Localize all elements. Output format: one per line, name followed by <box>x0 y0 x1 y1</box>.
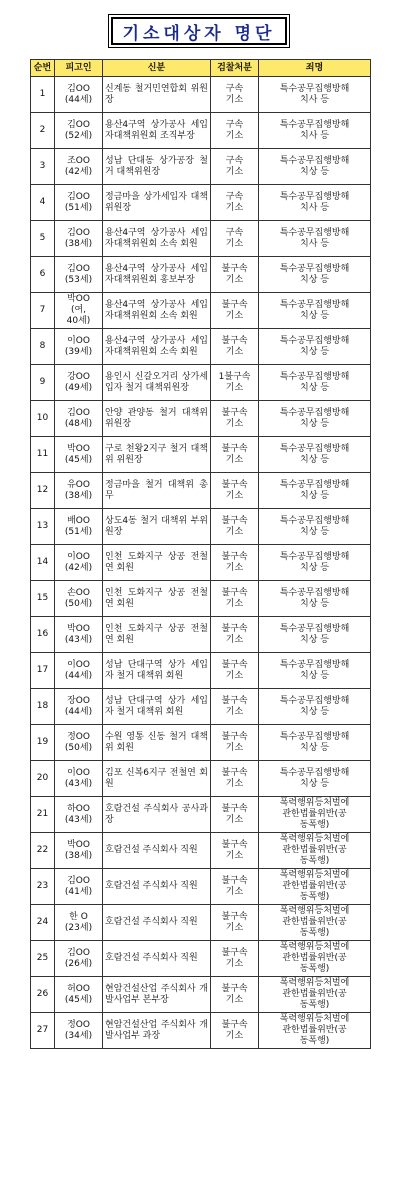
cell-disposition: 불구속 기소 <box>211 689 259 725</box>
cell-status: 호람건설 주식회사 직원 <box>103 905 211 941</box>
cell-disposition: 불구속 기소 <box>211 329 259 365</box>
cell-charge: 폭력행위등처벌에 관한법률위반(공 동폭행) <box>259 905 371 941</box>
cell-defendant: 박OO (45세) <box>55 437 103 473</box>
table-row <box>31 545 371 581</box>
cell-status: 용산4구역 상가공사 세입자대책위원회 소속 회원 <box>103 221 211 257</box>
cell-no: 26 <box>31 977 55 1013</box>
cell-disposition: 불구속 기소 <box>211 653 259 689</box>
cell-defendant: 조OO (42세) <box>55 149 103 185</box>
table-row <box>31 365 371 401</box>
table-row <box>31 1013 371 1049</box>
cell-defendant: 하OO (43세) <box>55 797 103 833</box>
header-name: 피고인 <box>55 60 103 77</box>
cell-status: 호람건설 주식회사 직원 <box>103 869 211 905</box>
cell-disposition: 구속 기소 <box>211 113 259 149</box>
cell-charge: 특수공무집행방해 치사 등 <box>259 185 371 221</box>
cell-disposition: 불구속 기소 <box>211 545 259 581</box>
table-row <box>31 653 371 689</box>
table-row <box>31 977 371 1013</box>
table-row <box>31 329 371 365</box>
table-row <box>31 869 371 905</box>
cell-defendant: 김OO (51세) <box>55 185 103 221</box>
cell-charge: 폭력행위등처벌에 관한법률위반(공 동폭행) <box>259 833 371 869</box>
cell-no: 21 <box>31 797 55 833</box>
cell-no: 18 <box>31 689 55 725</box>
cell-no: 4 <box>31 185 55 221</box>
cell-no: 8 <box>31 329 55 365</box>
table-row <box>31 185 371 221</box>
cell-charge: 특수공무집행방해 치상 등 <box>259 365 371 401</box>
cell-disposition: 불구속 기소 <box>211 833 259 869</box>
table-row <box>31 113 371 149</box>
cell-defendant: 유OO (38세) <box>55 473 103 509</box>
cell-charge: 특수공무집행방해 치상 등 <box>259 581 371 617</box>
cell-status: 안양 관양동 철거 대책위 위원장 <box>103 401 211 437</box>
cell-charge: 폭력행위등처벌에 관한법률위반(공 동폭행) <box>259 941 371 977</box>
table-row <box>31 581 371 617</box>
cell-status: 상도4동 철거 대책위 부위원장 <box>103 509 211 545</box>
cell-charge: 특수공무집행방해 치상 등 <box>259 401 371 437</box>
cell-status: 김포 신복6지구 전철연 회원 <box>103 761 211 797</box>
cell-defendant: 김OO (38세) <box>55 221 103 257</box>
cell-disposition: 불구속 기소 <box>211 473 259 509</box>
cell-defendant: 박OO (43세) <box>55 617 103 653</box>
cell-no: 6 <box>31 257 55 293</box>
cell-defendant: 김OO (41세) <box>55 869 103 905</box>
header-no: 순번 <box>31 60 55 77</box>
title-box <box>108 14 290 48</box>
cell-disposition: 불구속 기소 <box>211 725 259 761</box>
cell-no: 24 <box>31 905 55 941</box>
cell-disposition: 1불구속 기소 <box>211 365 259 401</box>
cell-no: 11 <box>31 437 55 473</box>
cell-status: 현암건설산업 주식회사 개발사업부 과장 <box>103 1013 211 1049</box>
cell-no: 9 <box>31 365 55 401</box>
cell-defendant: 이OO (42세) <box>55 545 103 581</box>
cell-no: 13 <box>31 509 55 545</box>
cell-status: 인천 도화지구 상공 전철연 회원 <box>103 545 211 581</box>
cell-charge: 폭력행위등처벌에 관한법률위반(공 동폭행) <box>259 977 371 1013</box>
cell-disposition: 불구속 기소 <box>211 1013 259 1049</box>
cell-status: 정금마을 철거 대책위 총무 <box>103 473 211 509</box>
cell-status: 용산4구역 상가공사 세입자대책위원회 소속 회원 <box>103 329 211 365</box>
cell-disposition: 불구속 기소 <box>211 293 259 329</box>
cell-status: 용인시 신갈오거리 상가세입자 철거 대책위원장 <box>103 365 211 401</box>
cell-charge: 특수공무집행방해 치상 등 <box>259 257 371 293</box>
cell-disposition: 불구속 기소 <box>211 437 259 473</box>
cell-charge: 특수공무집행방해 치상 등 <box>259 689 371 725</box>
cell-charge: 폭력행위등처벌에 관한법률위반(공 동폭행) <box>259 797 371 833</box>
cell-disposition: 구속 기소 <box>211 185 259 221</box>
cell-charge: 특수공무집행방해 치상 등 <box>259 473 371 509</box>
cell-no: 15 <box>31 581 55 617</box>
cell-defendant: 김OO (52세) <box>55 113 103 149</box>
cell-status: 정금마을 상가세입자 대책위원장 <box>103 185 211 221</box>
cell-defendant: 허OO (45세) <box>55 977 103 1013</box>
cell-defendant: 손OO (50세) <box>55 581 103 617</box>
table-row <box>31 221 371 257</box>
cell-charge: 특수공무집행방해 치상 등 <box>259 653 371 689</box>
cell-defendant: 박OO (38세) <box>55 833 103 869</box>
cell-defendant: 정OO (34세) <box>55 1013 103 1049</box>
cell-status: 용산4구역 상가공사 세입자대책위원회 홍보부장 <box>103 257 211 293</box>
cell-charge: 특수공무집행방해 치상 등 <box>259 149 371 185</box>
cell-status: 인천 도화지구 상공 전철연 회원 <box>103 581 211 617</box>
cell-status: 호람건설 주식회사 직원 <box>103 941 211 977</box>
cell-status: 현암건설산업 주식회사 개발사업부 본부장 <box>103 977 211 1013</box>
cell-charge: 특수공무집행방해 치상 등 <box>259 329 371 365</box>
cell-disposition: 불구속 기소 <box>211 869 259 905</box>
cell-charge: 특수공무집행방해 치상 등 <box>259 509 371 545</box>
table-row <box>31 941 371 977</box>
cell-defendant: 박OO (여, 40세) <box>55 293 103 329</box>
table-row <box>31 401 371 437</box>
table-row <box>31 149 371 185</box>
cell-status: 호람건설 주식회사 직원 <box>103 833 211 869</box>
cell-disposition: 불구속 기소 <box>211 401 259 437</box>
page-title: 기소대상자 명단 <box>111 17 287 45</box>
table-row <box>31 437 371 473</box>
cell-status: 용산4구역 상가공사 세입자대책위원회 조직부장 <box>103 113 211 149</box>
cell-status: 성남 단대동 상가공장 철거 대책위원장 <box>103 149 211 185</box>
cell-defendant: 정OO (50세) <box>55 725 103 761</box>
cell-defendant: 이OO (44세) <box>55 653 103 689</box>
table-row <box>31 761 371 797</box>
cell-no: 23 <box>31 869 55 905</box>
table-row <box>31 905 371 941</box>
cell-no: 12 <box>31 473 55 509</box>
cell-defendant: 김OO (44세) <box>55 77 103 113</box>
cell-disposition: 불구속 기소 <box>211 941 259 977</box>
cell-no: 17 <box>31 653 55 689</box>
cell-disposition: 불구속 기소 <box>211 977 259 1013</box>
cell-disposition: 불구속 기소 <box>211 617 259 653</box>
cell-no: 2 <box>31 113 55 149</box>
cell-status: 성남 단대구역 상가 세입자 철거 대책위 회원 <box>103 653 211 689</box>
defendant-table <box>30 59 371 1049</box>
cell-status: 용산4구역 상가공사 세입자대책위원회 소속 회원 <box>103 293 211 329</box>
cell-disposition: 불구속 기소 <box>211 761 259 797</box>
cell-status: 신계동 철거민연합회 위원장 <box>103 77 211 113</box>
cell-no: 5 <box>31 221 55 257</box>
cell-defendant: 이OO (43세) <box>55 761 103 797</box>
cell-charge: 특수공무집행방해 치상 등 <box>259 725 371 761</box>
header-charge: 죄명 <box>259 60 371 77</box>
cell-charge: 특수공무집행방해 치사 등 <box>259 221 371 257</box>
cell-defendant: 김OO (48세) <box>55 401 103 437</box>
table-row <box>31 797 371 833</box>
header-disposition: 검찰처분 <box>211 60 259 77</box>
cell-defendant: 이OO (39세) <box>55 329 103 365</box>
cell-charge: 특수공무집행방해 치상 등 <box>259 761 371 797</box>
cell-charge: 특수공무집행방해 치상 등 <box>259 293 371 329</box>
cell-disposition: 불구속 기소 <box>211 509 259 545</box>
cell-no: 10 <box>31 401 55 437</box>
table-header-row <box>31 60 371 77</box>
table-row <box>31 509 371 545</box>
table-row <box>31 293 371 329</box>
cell-defendant: 강OO (49세) <box>55 365 103 401</box>
header-status: 신분 <box>103 60 211 77</box>
cell-defendant: 김OO (26세) <box>55 941 103 977</box>
cell-status: 인천 도화지구 상공 전철연 회원 <box>103 617 211 653</box>
cell-charge: 특수공무집행방해 치사 등 <box>259 77 371 113</box>
cell-no: 19 <box>31 725 55 761</box>
table-row <box>31 725 371 761</box>
cell-charge: 특수공무집행방해 치사 등 <box>259 113 371 149</box>
cell-charge: 특수공무집행방해 치상 등 <box>259 437 371 473</box>
table-row <box>31 689 371 725</box>
cell-disposition: 구속 기소 <box>211 77 259 113</box>
cell-charge: 폭력행위등처벌에 관한법률위반(공 동폭행) <box>259 869 371 905</box>
cell-no: 22 <box>31 833 55 869</box>
cell-no: 20 <box>31 761 55 797</box>
cell-status: 호람건설 주식회사 공사과장 <box>103 797 211 833</box>
cell-disposition: 구속 기소 <box>211 221 259 257</box>
cell-status: 성남 단대구역 상가 세입자 철거 대책위 회원 <box>103 689 211 725</box>
cell-disposition: 불구속 기소 <box>211 257 259 293</box>
cell-defendant: 한 O (23세) <box>55 905 103 941</box>
cell-defendant: 김OO (53세) <box>55 257 103 293</box>
cell-no: 14 <box>31 545 55 581</box>
table-row <box>31 833 371 869</box>
cell-no: 25 <box>31 941 55 977</box>
cell-no: 3 <box>31 149 55 185</box>
cell-disposition: 구속 기소 <box>211 149 259 185</box>
cell-charge: 특수공무집행방해 치상 등 <box>259 617 371 653</box>
table-row <box>31 77 371 113</box>
table-row <box>31 473 371 509</box>
table-row <box>31 257 371 293</box>
cell-charge: 폭력행위등처벌에 관한법률위반(공 동폭행) <box>259 1013 371 1049</box>
cell-no: 7 <box>31 293 55 329</box>
cell-charge: 특수공무집행방해 치상 등 <box>259 545 371 581</box>
cell-status: 수원 영통 신동 철거 대책위 회원 <box>103 725 211 761</box>
cell-status: 구로 천왕2지구 철거 대책위 위원장 <box>103 437 211 473</box>
cell-no: 16 <box>31 617 55 653</box>
cell-no: 27 <box>31 1013 55 1049</box>
table-row <box>31 617 371 653</box>
cell-disposition: 불구속 기소 <box>211 905 259 941</box>
cell-defendant: 장OO (44세) <box>55 689 103 725</box>
cell-defendant: 배OO (51세) <box>55 509 103 545</box>
cell-disposition: 불구속 기소 <box>211 581 259 617</box>
cell-disposition: 불구속 기소 <box>211 797 259 833</box>
cell-no: 1 <box>31 77 55 113</box>
